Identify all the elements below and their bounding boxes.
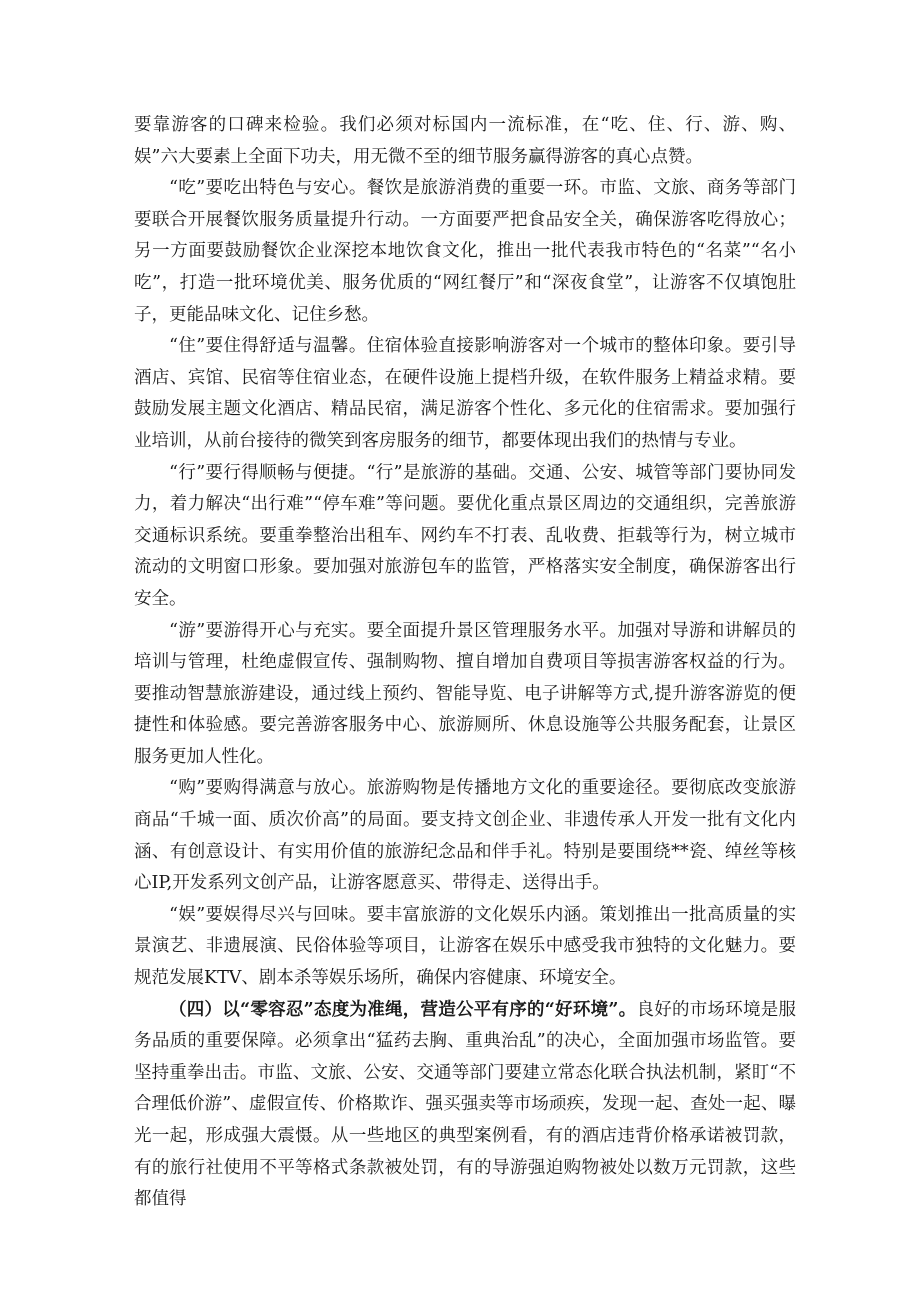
paragraph-text: “住”要住得舒适与温馨。住宿体验直接影响游客对一个城市的整体印象。要引导酒店、宾馆、民宿等住宿业态，在硬件设施上提档升级，在软件服务上精益求精。要鼓励发展主题文化酒店、精品民宿，满足游客个性化、多元化的住宿需求。要加强行业培训，从前台接待的微笑到客房服务的细节，都要体现出我们的热情与专业。 <box>134 336 796 451</box>
paragraph-text: 要靠游客的口碑来检验。我们必须对标国内一流标准，在“吃、住、行、游、购、娱”六大要素上全面下功夫，用无微不至的细节服务赢得游客的真心点赞。 <box>134 115 796 167</box>
paragraph-text: “购”要购得满意与放心。旅游购物是传播地方文化的重要途径。要彻底改变旅游商品“千城一面、质次价高”的局面。要支持文创企业、非遗传承人开发一批有文化内涵、有创意设计、有实用价值的旅游纪念品和伴手礼。特别是要围绕**瓷、绰丝等核心IP,开发系列文创产品，让游客愿意买、带得走、送得出手。 <box>134 778 796 894</box>
paragraph-travel <box>134 458 796 616</box>
paragraph-tour <box>134 616 796 774</box>
paragraph-text: “行”要行得顺畅与便捷。“行”是旅游的基础。交通、公安、城管等部门要协同发力，着力解决“出行难”“停车难”等问题。要优化重点景区周边的交通组织，完善旅游交通标识系统。要重拳整治出租车、网约车不打表、乱收费、拒载等行为，树立城市流动的文明窗口形象。要加强对旅游包车的监管，严格落实安全制度，确保游客出行安全。 <box>134 462 796 609</box>
paragraph-shop <box>134 773 796 899</box>
paragraph-stay <box>134 331 796 457</box>
paragraph-entertain <box>134 900 796 995</box>
paragraph-continuation <box>134 110 796 173</box>
paragraph-text: “娱”要娱得尽兴与回味。要丰富旅游的文化娱乐内涵。策划推出一批高质量的实景演艺、非遗展演、民俗体验等项目，让游客在娱乐中感受我市独特的文化魅力。要规范发展KTV、剧本杀等娱乐场所，确保内容健康、环境安全。 <box>134 904 796 989</box>
document-body <box>134 110 796 1216</box>
paragraph-eat <box>134 173 796 331</box>
section-heading: （四）以“零容忍”态度为准绳，营造公平有序的“好环境”。 <box>169 999 637 1020</box>
paragraph-text: “吃”要吃出特色与安心。餐饮是旅游消费的重要一环。市监、文旅、商务等部门要联合开展餐饮服务质量提升行动。一方面要严把食品安全关，确保游客吃得放心；另一方面要鼓励餐饮企业深挖本地饮食文化，推出一批代表我市特色的“名菜”“名小吃”，打造一批环境优美、服务优质的“网红餐厅”和“深夜食堂”，让游客不仅填饱肚子，更能品味文化、记住乡愁。 <box>134 178 796 325</box>
paragraph-environment <box>134 995 796 1216</box>
paragraph-text: 良好的市场环境是服务品质的重要保障。必须拿出“猛药去胸、重典治乱”的决心，全面加强市场监管。要坚持重拳出击。市监、文旅、公安、交通等部门要建立常态化联合执法机制，紧盯“不合理低价游”、虚假宣传、价格欺诈、强买强卖等市场顽疾，发现一起、查处一起、曝光一起，形成强大震慑。从一些地区的典型案例看，有的酒店违背价格承诺被罚款，有的旅行社使用不平等格式条款被处罚，有的导游强迫购物被处以数万元罚款，这些都值得 <box>134 999 797 1210</box>
paragraph-text: “游”要游得开心与充实。要全面提升景区管理服务水平。加强对导游和讲解员的培训与管理，杜绝虚假宣传、强制购物、擅自增加自费项目等损害游客权益的行为。要推动智慧旅游建设，通过线上预约、智能导览、电子讲解等方式,提升游客游览的便捷性和体验感。要完善游客服务中心、旅游厕所、休息设施等公共服务配套，让景区服务更加人性化。 <box>134 620 796 767</box>
